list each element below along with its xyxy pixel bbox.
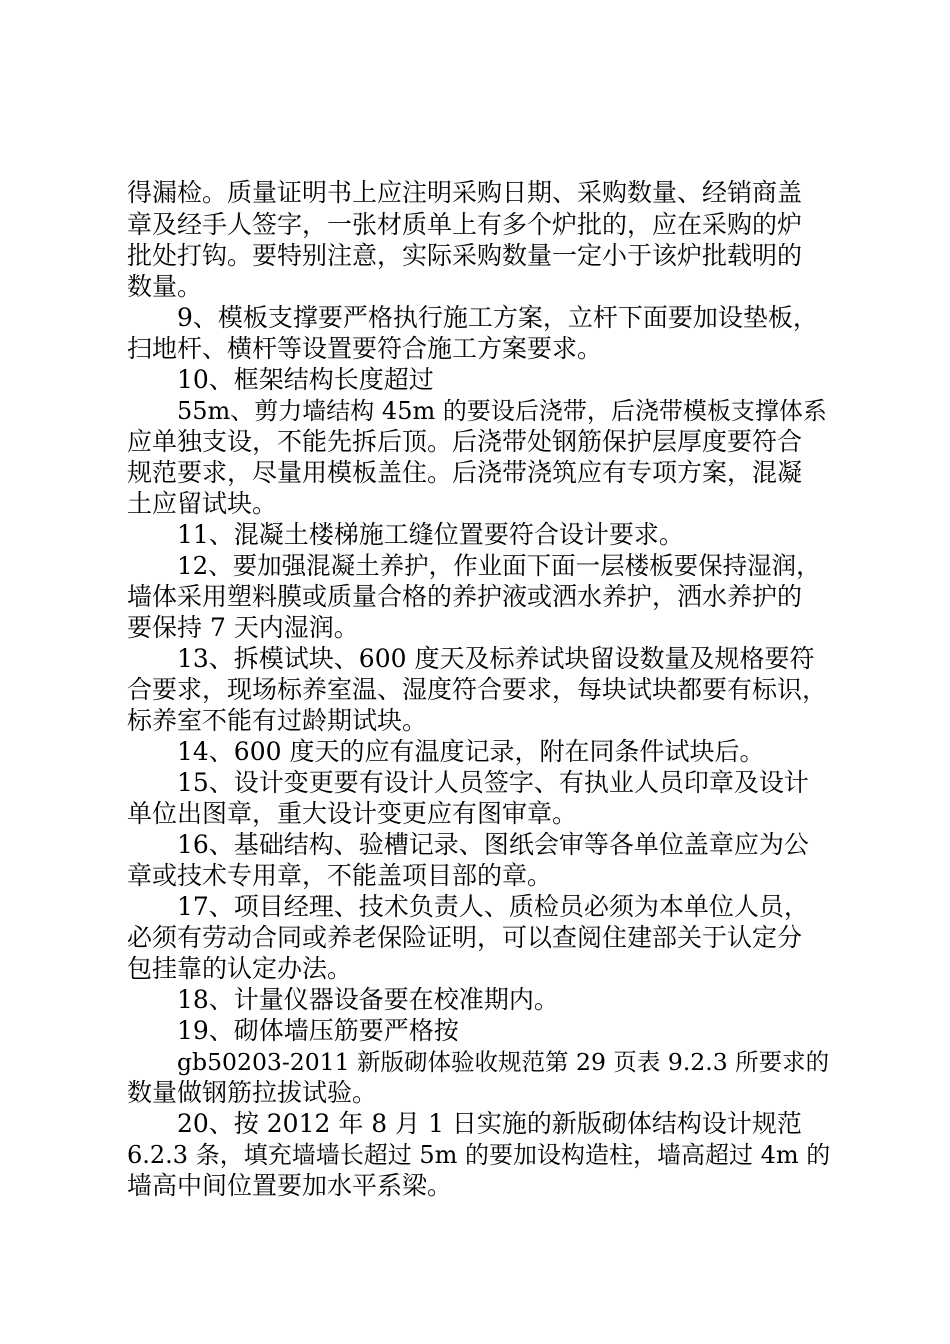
- text-line: 单位出图章，重大设计变更应有图审章。: [127, 799, 578, 828]
- text-line: 数量。: [127, 272, 203, 301]
- text-line: 6.2.3 条，填充墙墙长超过 5m 的要加设构造柱，墙高超过 4m 的: [127, 1141, 831, 1169]
- text-line: 要保持 7 天内湿润。: [127, 613, 359, 642]
- text-line: 批处打钩。要特别注意，实际采购数量一定小于该炉批载明的: [127, 241, 803, 270]
- text-line: 19、砌体墙压筋要严格按: [177, 1016, 459, 1045]
- text-line: 18、计量仪器设备要在校准期内。: [177, 985, 559, 1014]
- text-line: gb50203-2011 新版砌体验收规范第 29 页表 9.2.3 所要求的: [177, 1048, 830, 1076]
- text-line: 墙体采用塑料膜或质量合格的养护液或洒水养护，洒水养护的: [127, 582, 803, 611]
- text-line: 15、设计变更要有设计人员签字、有执业人员印章及设计: [177, 768, 809, 797]
- text-line: 包挂靠的认定办法。: [127, 954, 353, 983]
- text-line: 应单独支设，不能先拆后顶。后浇带处钢筋保护层厚度要符合: [127, 427, 803, 456]
- text-line: 章及经手人签字，一张材质单上有多个炉批的，应在采购的炉: [127, 210, 803, 239]
- text-line: 11、混凝土楼梯施工缝位置要符合设计要求。: [177, 520, 684, 549]
- text-line: 规范要求，尽量用模板盖住。后浇带浇筑应有专项方案，混凝: [127, 458, 803, 487]
- text-line: 得漏检。质量证明书上应注明采购日期、采购数量、经销商盖: [127, 178, 803, 207]
- text-line: 13、拆模试块、600 度天及标养试块留设数量及规格要符: [177, 644, 815, 673]
- text-line: 合要求，现场标养室温、湿度符合要求，每块试块都要有标识，: [127, 675, 828, 704]
- text-line: 章或技术专用章，不能盖项目部的章。: [127, 861, 553, 890]
- text-line: 9、模板支撑要严格执行施工方案，立杆下面要加设垫板，: [177, 303, 818, 332]
- text-line: 14、600 度天的应有温度记录，附在同条件试块后。: [177, 737, 765, 766]
- text-line: 20、按 2012 年 8 月 1 日实施的新版砌体结构设计规范: [177, 1109, 802, 1138]
- text-line: 必须有劳动合同或养老保险证明，可以查阅住建部关于认定分: [127, 923, 803, 952]
- text-line: 16、基础结构、验槽记录、图纸会审等各单位盖章应为公: [177, 830, 809, 859]
- text-line: 标养室不能有过龄期试块。: [127, 706, 428, 735]
- text-line: 10、框架结构长度超过: [177, 365, 434, 394]
- text-line: 扫地杆、横杆等设置要符合施工方案要求。: [127, 334, 603, 363]
- text-line: 数量做钢筋拉拔试验。: [127, 1078, 378, 1107]
- text-line: 墙高中间位置要加水平系梁。: [127, 1171, 453, 1200]
- text-line: 17、项目经理、技术负责人、质检员必须为本单位人员，: [177, 892, 809, 921]
- text-line: 55m、剪力墙结构 45m 的要设后浇带，后浇带模板支撑体系: [177, 397, 827, 425]
- text-line: 12、要加强混凝土养护，作业面下面一层楼板要保持湿润，: [177, 551, 821, 580]
- text-line: 土应留试块。: [127, 489, 278, 518]
